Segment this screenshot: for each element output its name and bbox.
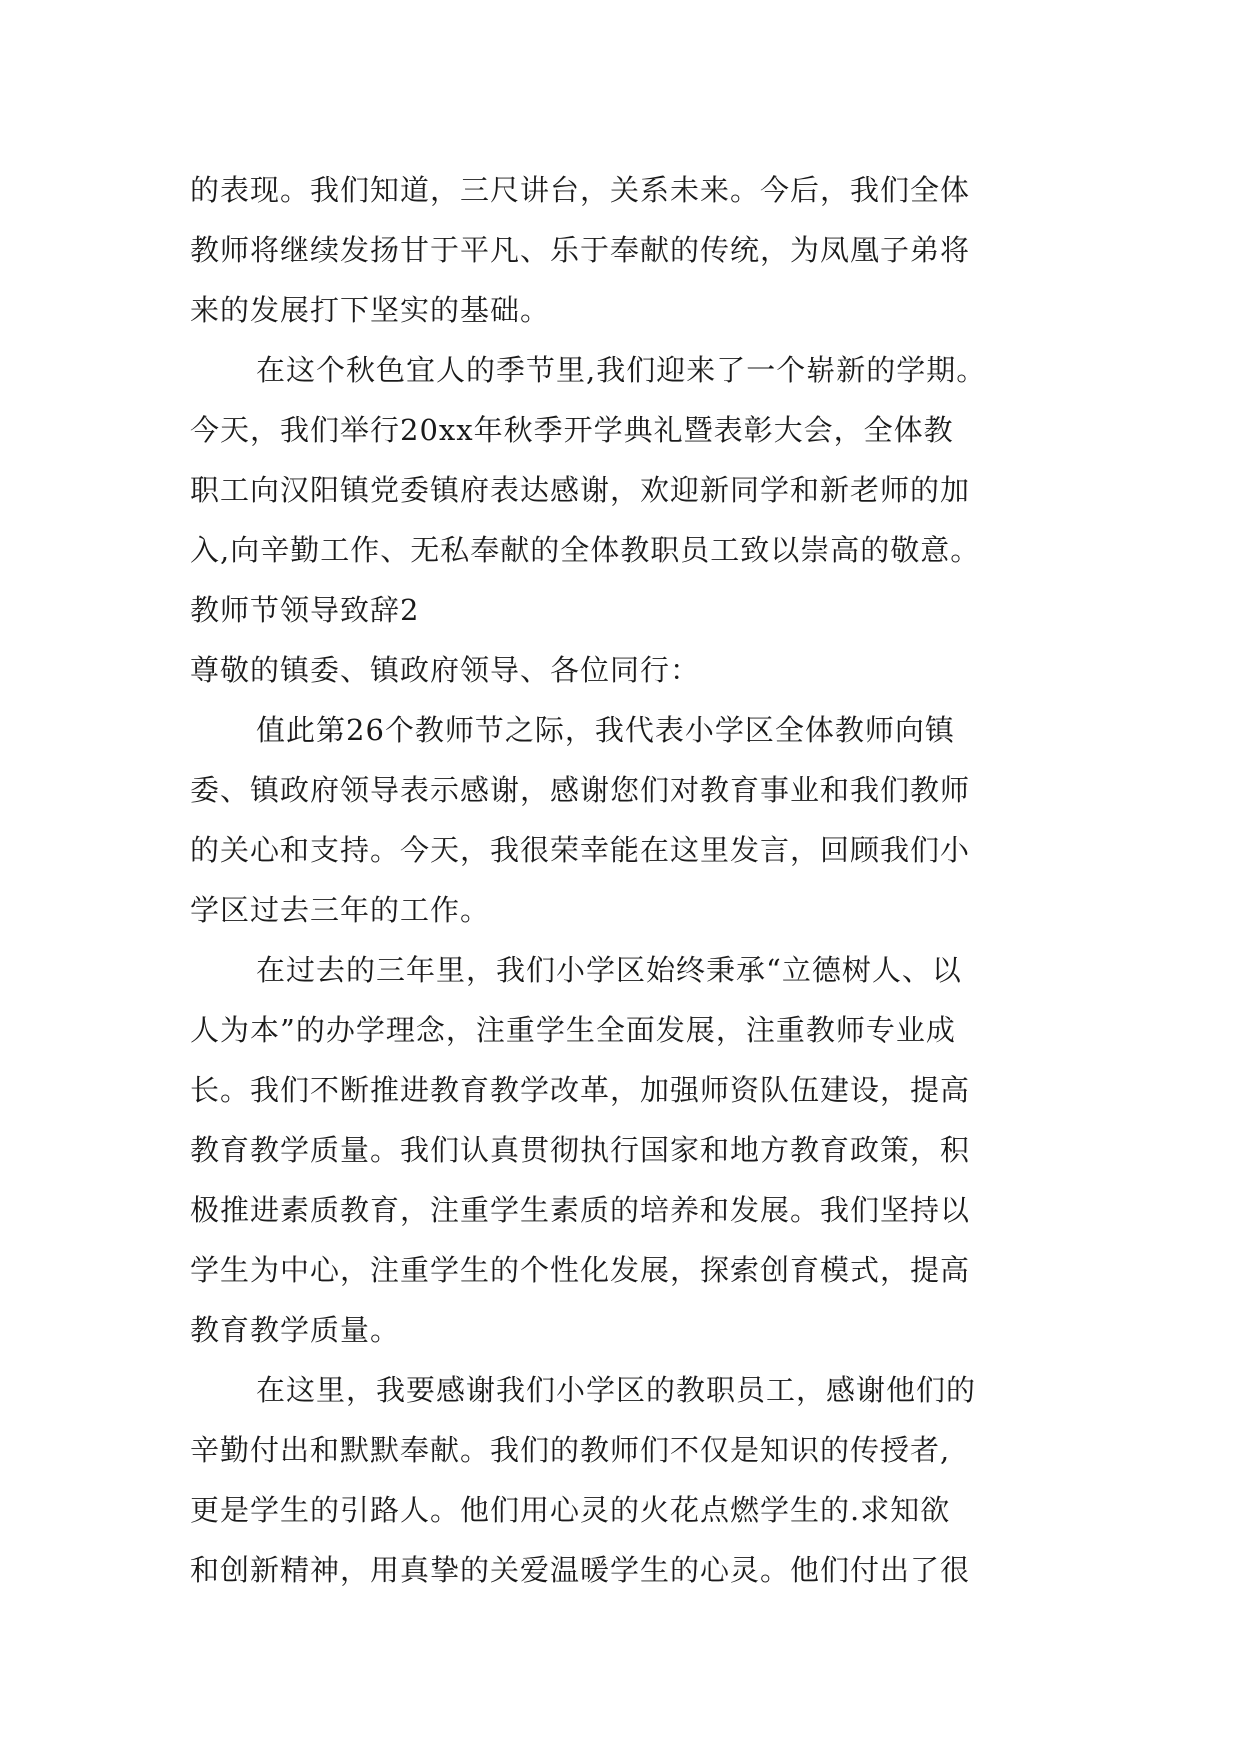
paragraph-line: 值此第26个教师节之际，我代表小学区全体教师向镇 (256, 713, 955, 747)
paragraph-line: 长。我们不断推进教育教学改革，加强师资队伍建设，提高 (190, 1073, 971, 1107)
paragraph-line: 来的发展打下坚实的基础。 (190, 293, 551, 327)
paragraph-line: 教师将继续发扬甘于平凡、乐于奉献的传统，为凤凰子弟将 (190, 233, 971, 267)
paragraph-line: 在过去的三年里，我们小学区始终秉承“立德树人、以 (256, 953, 962, 987)
paragraph-line: 学区过去三年的工作。 (190, 893, 491, 927)
paragraph-line: 极推进素质教育，注重学生素质的培养和发展。我们坚持以 (190, 1193, 971, 1227)
paragraph-line: 教育教学质量。我们认真贯彻执行国家和地方教育政策，积 (190, 1133, 971, 1167)
paragraph-line: 的关心和支持。今天，我很荣幸能在这里发言，回顾我们小 (190, 833, 971, 867)
paragraph-line: 更是学生的引路人。他们用心灵的火花点燃学生的.求知欲 (190, 1493, 951, 1527)
document-page (190, 160, 1050, 1600)
paragraph-line: 辛勤付出和默默奉献。我们的教师们不仅是知识的传授者, (190, 1433, 951, 1467)
paragraph-line: 在这个秋色宜人的季节里,我们迎来了一个崭新的学期。 (256, 353, 987, 387)
paragraph-line: 和创新精神，用真挚的关爱温暖学生的心灵。他们付出了很 (190, 1553, 971, 1587)
salutation: 尊敬的镇委、镇政府领导、各位同行： (190, 653, 701, 687)
paragraph-line: 职工向汉阳镇党委镇府表达感谢，欢迎新同学和新老师的加 (190, 473, 971, 507)
paragraph-line: 在这里，我要感谢我们小学区的教职员工，感谢他们的 (256, 1373, 977, 1407)
paragraph-line: 人为本”的办学理念，注重学生全面发展，注重教师专业成 (190, 1013, 956, 1047)
section-heading: 教师节领导致辞2 (190, 593, 420, 627)
paragraph-line: 入,向辛勤工作、无私奉献的全体教职员工致以崇高的敬意。 (190, 533, 981, 567)
paragraph-line: 学生为中心，注重学生的个性化发展，探索创育模式，提高 (190, 1253, 971, 1287)
paragraph-line: 教育教学质量。 (190, 1313, 401, 1347)
paragraph-line: 今天，我们举行20xx年秋季开学典礼暨表彰大会，全体教 (190, 413, 954, 447)
paragraph-line: 的表现。我们知道，三尺讲台，关系未来。今后，我们全体 (190, 173, 971, 207)
paragraph-line: 委、镇政府领导表示感谢，感谢您们对教育事业和我们教师 (190, 773, 971, 807)
